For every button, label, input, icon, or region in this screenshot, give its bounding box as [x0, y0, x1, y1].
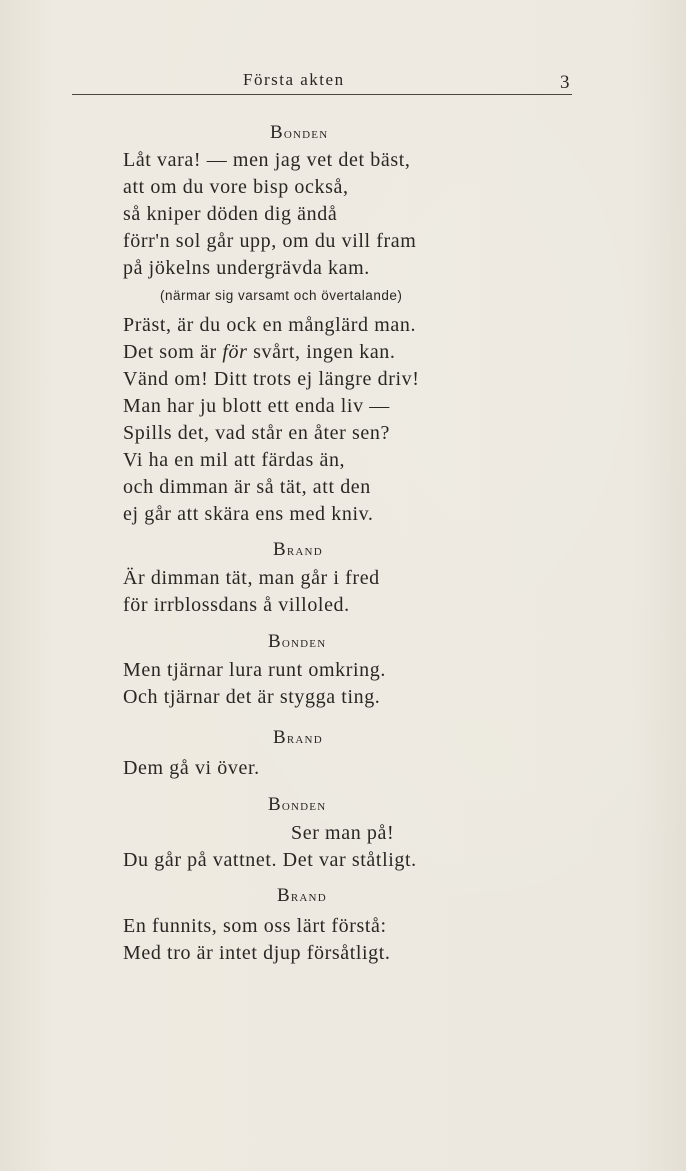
verse-line: Man har ju blott ett enda liv —: [123, 395, 390, 417]
verse-segment: svårt, ingen kan.: [253, 341, 396, 363]
emphasized-word: för: [222, 341, 248, 363]
verse-line: Men tjärnar lura runt omkring.: [123, 659, 386, 681]
verse-line: En funnits, som oss lärt förstå:: [123, 915, 387, 937]
verse-line: Är dimman tät, man går i fred: [123, 567, 380, 589]
verse-segment: Det som är: [123, 341, 217, 363]
speaker-brand: Brand: [273, 727, 323, 748]
speaker-bonden: Bonden: [268, 631, 327, 652]
verse-line: att om du vore bisp också,: [123, 176, 349, 198]
verse-line: Och tjärnar det är stygga ting.: [123, 686, 381, 708]
verse-line: [123, 342, 396, 362]
verse-line: och dimman är så tät, att den: [123, 476, 371, 498]
verse-line: Ser man på!: [291, 822, 395, 844]
running-head: [0, 70, 686, 94]
speaker-brand: Brand: [277, 885, 327, 906]
speaker-bonden: Bonden: [270, 122, 329, 143]
verse-line: Låt vara! — men jag vet det bäst,: [123, 149, 411, 171]
header-rule: [72, 94, 572, 95]
verse-line: så kniper döden dig ändå: [123, 203, 338, 225]
speaker-bonden: Bonden: [268, 794, 327, 815]
speaker-brand: Brand: [273, 539, 323, 560]
verse-line: Spills det, vad står en åter sen?: [123, 422, 390, 444]
verse-line: förr'n sol går upp, om du vill fram: [123, 230, 417, 252]
verse-line: på jökelns undergrävda kam.: [123, 257, 370, 279]
verse-line: Med tro är intet djup försåtligt.: [123, 942, 391, 964]
verse-line: Du går på vattnet. Det var ståtligt.: [123, 849, 417, 871]
verse-line: Vi ha en mil att färdas än,: [123, 449, 346, 471]
verse-line: Präst, är du ock en månglärd man.: [123, 314, 417, 336]
verse-line: ej går att skära ens med kniv.: [123, 503, 374, 525]
verse-line: Vänd om! Ditt trots ej längre driv!: [123, 368, 420, 390]
stage-direction: (närmar sig varsamt och övertalande): [160, 288, 403, 303]
running-title: Första akten: [243, 70, 345, 89]
verse-line: Dem gå vi över.: [123, 757, 260, 779]
page-number: 3: [560, 72, 570, 93]
verse-line: för irrblossdans å villoled.: [123, 594, 350, 616]
